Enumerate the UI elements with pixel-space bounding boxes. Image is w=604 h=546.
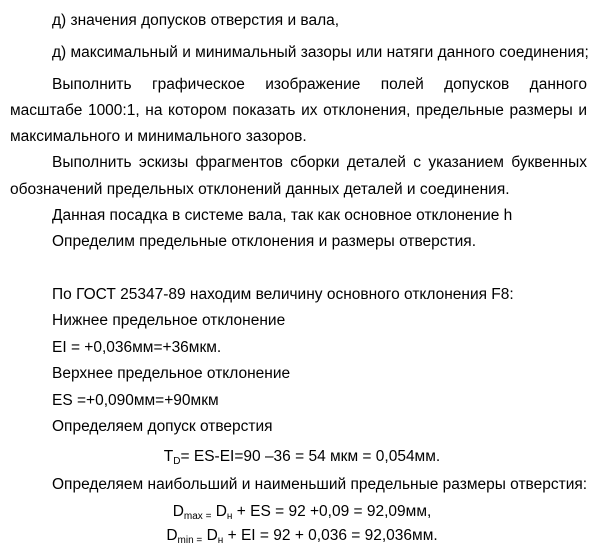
formula-dmax-mid: D [211,503,227,520]
ei-value: EI = +0,036мм=+36мкм. [52,339,222,356]
formula-dmin-symbol: D [166,527,178,544]
formula-dmax [0,502,604,522]
formula-td-expression: = ES-EI=90 –36 = 54 мкм = 0,054мм. [180,448,441,465]
formula-td [0,447,604,467]
list-item-d-tolerances: д) значения допусков отверстия и вала, [52,12,340,29]
hole-tolerance-label: Определяем допуск отверстия [52,418,273,435]
formula-td-subscript: D [173,456,181,467]
formula-dmax-subscript2: н [226,511,233,522]
paragraph-graphic-line3: максимального и минимального зазоров. [10,128,307,145]
paragraph-sketch-line2: обозначений предельных отклонений данных деталей и соединения. [10,181,510,198]
formula-dmax-expression: + ES = 92 +0,09 = 92,09мм, [232,503,432,520]
formula-dmin-subscript: min = [177,535,203,546]
paragraph-graphic-line2: масштабе 1000:1, на котором показать их отклонения, предельные размеры и [10,102,587,119]
determine-deviations-text: Определим предельные отклонения и размеры отверстия. [52,233,476,250]
formula-td-symbol: T [163,448,174,465]
formula-dmin-expression: + EI = 92 + 0,036 = 92,036мм. [223,527,438,544]
lower-deviation-label: Нижнее предельное отклонение [52,312,286,329]
gost-reference-text: По ГОСТ 25347-89 находим величину основного отклонения F8: [52,286,514,303]
fit-system-text: Данная посадка в системе вала, так как основное отклонение h [52,207,513,224]
upper-deviation-label: Верхнее предельное отклонение [52,365,291,382]
formula-dmax-subscript: max = [183,511,212,522]
limit-sizes-label: Определяем наибольший и наименьший предельные размеры отверстия: [52,476,588,493]
formula-dmax-symbol: D [172,503,184,520]
formula-dmin [0,526,604,546]
formula-dmin-mid: D [202,527,218,544]
es-value: ES =+0,090мм=+90мкм [52,392,219,409]
list-item-d-clearances: д) максимальный и минимальный зазоры или натяги данного соединения; [52,44,589,61]
paragraph-graphic-line1: Выполнить графическое изображение полей допусков данного [52,76,587,93]
formula-dmin-subscript2: н [217,535,224,546]
paragraph-sketch-line1: Выполнить эскизы фрагментов сборки деталей с указанием буквенных [52,154,587,171]
